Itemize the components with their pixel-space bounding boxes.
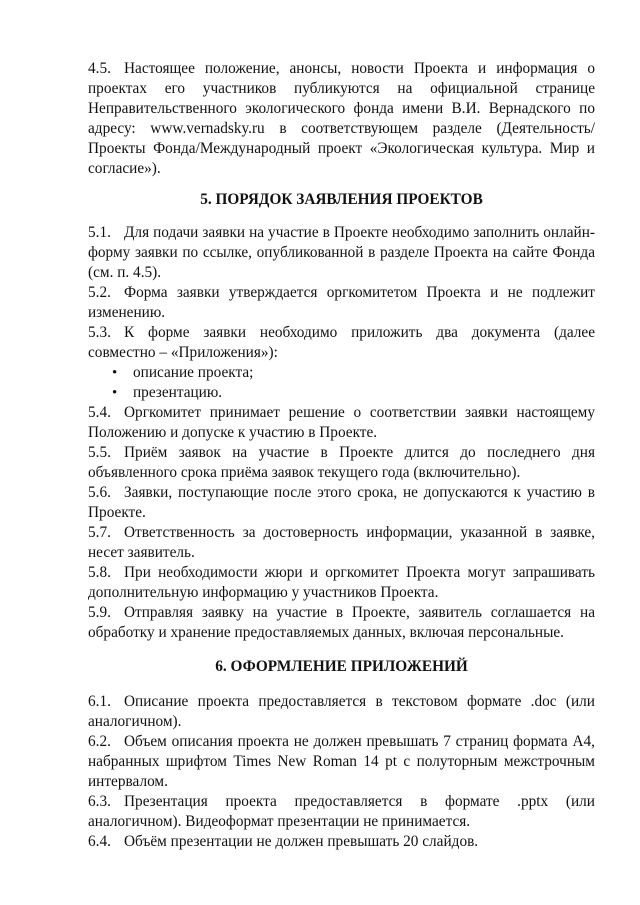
paragraph-text: Описание проекта предоставляется в текстовом формате .doc (или аналогичном).	[88, 693, 595, 730]
paragraph-text: Форма заявки утверждается оргкомитетом Проекта и не подлежит изменению.	[88, 284, 595, 321]
paragraph-5-7	[88, 523, 595, 563]
paragraph-text: Отправляя заявку на участие в Проекте, заявитель соглашается на обработку и хранение предоставляемых данных, включая персональные.	[88, 604, 595, 641]
paragraph-6-4	[88, 832, 595, 852]
paragraph-number: 6.1.	[88, 693, 111, 710]
paragraph-number: 4.5.	[88, 60, 111, 77]
paragraph-6-1	[88, 692, 595, 732]
paragraph-text: Приём заявок на участие в Проекте длится до последнего дня объявленного срока приёма заявок текущего года (включительно).	[88, 444, 595, 481]
paragraph-number: 5.7.	[88, 524, 111, 541]
paragraph-6-2	[88, 732, 595, 792]
attachments-list	[88, 363, 595, 403]
paragraph-number: 5.1.	[88, 224, 111, 241]
paragraph-text: Объём презентации не должен превышать 20 слайдов.	[124, 833, 479, 850]
paragraph-6-3	[88, 792, 595, 832]
paragraph-5-8	[88, 563, 595, 603]
paragraph-number: 6.4.	[88, 833, 111, 850]
paragraph-number: 5.6.	[88, 484, 111, 501]
paragraph-5-9	[88, 603, 595, 643]
section-6-heading: 6. ОФОРМЛЕНИЕ ПРИЛОЖЕНИЙ	[215, 658, 468, 675]
paragraph-5-1	[88, 223, 595, 283]
paragraph-text: Заявки, поступающие после этого срока, не допускаются к участию в Проекте.	[88, 484, 595, 521]
paragraph-number: 5.2.	[88, 284, 111, 301]
paragraph-number: 5.9.	[88, 604, 111, 621]
paragraph-number: 6.2.	[88, 733, 111, 750]
document-page	[88, 59, 595, 852]
section-5-heading: 5. ПОРЯДОК ЗАЯВЛЕНИЯ ПРОЕКТОВ	[200, 191, 483, 208]
list-item: • презентацию.	[88, 383, 595, 403]
paragraph-4-5	[88, 59, 595, 179]
paragraph-number: 5.4.	[88, 404, 111, 421]
paragraph-number: 5.8.	[88, 564, 111, 581]
paragraph-text: К форме заявки необходимо приложить два документа (далее совместно – «Приложения»):	[88, 324, 595, 361]
paragraph-5-4	[88, 403, 595, 443]
paragraph-number: 6.3.	[88, 793, 111, 810]
paragraph-text: Оргкомитет принимает решение о соответствии заявки настоящему Положению и допуске к участию в Проекте.	[88, 404, 595, 441]
paragraph-number: 5.5.	[88, 444, 111, 461]
paragraph-5-3	[88, 323, 595, 363]
paragraph-5-6	[88, 483, 595, 523]
paragraph-text: При необходимости жюри и оргкомитет Проекта могут запрашивать дополнительную информацию у участников Проекта.	[88, 564, 595, 601]
paragraph-5-5	[88, 443, 595, 483]
paragraph-number: 5.3.	[88, 324, 111, 341]
paragraph-text: Для подачи заявки на участие в Проекте необходимо заполнить онлайн-форму заявки по ссылке, опубликованной в разделе Проекта на сайте Фонда (см. п. 4.5).	[88, 224, 595, 281]
paragraph-text: Объем описания проекта не должен превышать 7 страниц формата А4, набранных шрифтом Times New Roman 14 pt с полуторным межстрочным интервалом.	[88, 733, 595, 790]
paragraph-text: Настоящее положение, анонсы, новости Проекта и информация о проектах его участников публикуются на официальной странице Неправительственного экологического фонда имени В.И. Вернадского по адресу: www.vernadsky.ru в соответствующем разделе (Деятельность/Проекты Фонда/Международный проект «Экологическая культура. Мир и согласие»).	[88, 60, 595, 177]
paragraph-5-2	[88, 283, 595, 323]
paragraph-text: Ответственность за достоверность информации, указанной в заявке, несет заявитель.	[88, 524, 595, 561]
list-item: • описание проекта;	[88, 363, 595, 383]
paragraph-text: Презентация проекта предоставляется в формате .pptx (или аналогичном). Видеоформат презентации не принимается.	[88, 793, 595, 830]
